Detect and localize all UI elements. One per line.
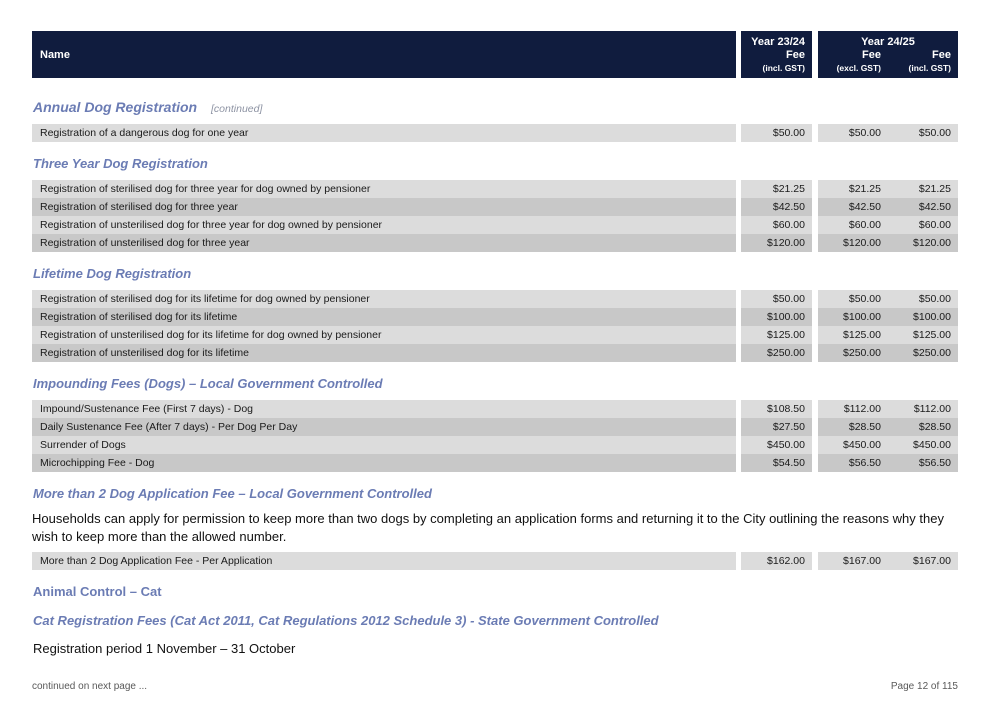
fee-section (32, 376, 958, 472)
fee-row (32, 552, 958, 570)
fee-value: $125.00 (843, 329, 881, 341)
fee-row-name: More than 2 Dog Application Fee - Per Application (32, 552, 736, 570)
column-header-year-2324 (741, 31, 812, 78)
fee-section (32, 266, 958, 362)
fee-row (32, 454, 958, 472)
fee-incl-label: Fee (932, 48, 951, 61)
fee-value: $100.00 (843, 311, 881, 323)
fee-row (32, 418, 958, 436)
section-heading-text: More than 2 Dog Application Fee – Local Government Controlled (33, 486, 432, 501)
fee-value: $450.00 (913, 439, 951, 451)
fee-row-name: Surrender of Dogs (32, 436, 736, 454)
fee-row (32, 344, 958, 362)
fee-excl-label: Fee (862, 48, 881, 61)
section-heading (33, 376, 958, 391)
fee-row-name: Registration of sterilised dog for three year for dog owned by pensioner (32, 180, 736, 198)
section-heading (33, 486, 958, 501)
fee-pair (818, 400, 958, 418)
fee-row (32, 400, 958, 418)
section-heading-text: Three Year Dog Registration (33, 156, 208, 171)
fee-row-name: Registration of unsterilised dog for its lifetime for dog owned by pensioner (32, 326, 736, 344)
fee-table (32, 124, 958, 142)
fee-row (32, 180, 958, 198)
fee-row-name: Registration of sterilised dog for its lifetime (32, 308, 736, 326)
page-footer (32, 681, 958, 692)
year-2425-gst-headers (818, 62, 958, 74)
column-header-name: Name (32, 31, 736, 78)
fee-table (32, 552, 958, 570)
fee-table-header (32, 31, 958, 78)
fee-row (32, 216, 958, 234)
fee-pair (818, 180, 958, 198)
fee-value: $50.00 (741, 290, 812, 308)
fee-pair (818, 234, 958, 252)
section-heading (33, 156, 958, 171)
fee-row-name: Impound/Sustenance Fee (First 7 days) - Dog (32, 400, 736, 418)
fee-value: $120.00 (741, 234, 812, 252)
fee-value: $112.00 (913, 403, 951, 415)
fee-row-name: Registration of unsterilised dog for three year (32, 234, 736, 252)
fee-value: $167.00 (913, 555, 951, 567)
fee-value: $450.00 (741, 436, 812, 454)
fee-section (32, 613, 958, 656)
fee-pair (818, 308, 958, 326)
fee-section (32, 486, 958, 570)
fee-row-name: Registration of unsterilised dog for its lifetime (32, 344, 736, 362)
fee-row (32, 436, 958, 454)
fee-value: $56.50 (918, 457, 951, 469)
fee-value: $162.00 (741, 552, 812, 570)
section-heading-text: Animal Control – Cat (33, 584, 162, 599)
fee-section (32, 99, 958, 142)
fee-pair (818, 344, 958, 362)
section-heading (33, 99, 958, 115)
fee-pair (818, 216, 958, 234)
fee-row-name: Registration of a dangerous dog for one year (32, 124, 736, 142)
fee-row-name: Registration of sterilised dog for three year (32, 198, 736, 216)
incl-gst-label: (incl. GST) (762, 62, 805, 73)
fee-table (32, 400, 958, 472)
page-number: Page 12 of 115 (890, 681, 958, 692)
fee-value: $167.00 (843, 555, 881, 567)
excl-gst-label: (excl. GST) (836, 62, 881, 73)
fee-pair (818, 290, 958, 308)
section-heading-suffix: [continued] (211, 103, 263, 115)
fee-section (32, 584, 958, 599)
fee-pair (818, 326, 958, 344)
fee-pair (818, 454, 958, 472)
section-heading-text: Lifetime Dog Registration (33, 266, 192, 281)
fee-row-name: Daily Sustenance Fee (After 7 days) - Per Dog Per Day (32, 418, 736, 436)
fee-value: $60.00 (848, 219, 881, 231)
fee-value: $60.00 (741, 216, 812, 234)
section-note: Registration period 1 November – 31 October (33, 641, 296, 656)
fee-pair (818, 436, 958, 454)
year-2425-sub-headers (818, 49, 958, 62)
section-heading-text: Cat Registration Fees (Cat Act 2011, Cat Regulations 2012 Schedule 3) - State Government Controlled (33, 613, 659, 628)
fee-row-name: Registration of unsterilised dog for three year for dog owned by pensioner (32, 216, 736, 234)
fee-label: Fee (786, 48, 805, 61)
year-2324-label: Year 23/24 (751, 35, 805, 48)
sections-container (32, 99, 958, 656)
fee-value: $250.00 (913, 347, 951, 359)
fee-pair (818, 418, 958, 436)
fee-value: $21.25 (741, 180, 812, 198)
fee-value: $56.50 (848, 457, 881, 469)
fee-value: $125.00 (913, 329, 951, 341)
fee-section (32, 156, 958, 252)
fee-value: $54.50 (741, 454, 812, 472)
fee-value: $120.00 (843, 237, 881, 249)
fee-value: $50.00 (848, 293, 881, 305)
fee-row (32, 290, 958, 308)
continued-note: continued on next page ... (32, 681, 148, 692)
fee-value: $250.00 (741, 344, 812, 362)
fee-value: $60.00 (918, 219, 951, 231)
section-heading-text: Impounding Fees (Dogs) – Local Government Controlled (33, 376, 383, 391)
section-heading (33, 584, 958, 599)
page-content (32, 31, 958, 656)
fee-value: $108.50 (741, 400, 812, 418)
fee-value: $27.50 (741, 418, 812, 436)
fee-value: $21.25 (848, 183, 881, 195)
fee-row (32, 326, 958, 344)
fee-value: $42.50 (741, 198, 812, 216)
fee-value: $28.50 (918, 421, 951, 433)
fee-row (32, 124, 958, 142)
fee-value: $50.00 (848, 127, 881, 139)
fee-value: $125.00 (741, 326, 812, 344)
fee-value: $50.00 (918, 127, 951, 139)
section-paragraph: Households can apply for permission to keep more than two dogs by completing an application forms and returning it to the City outlining the reasons why they wish to keep more than the allowed number. (32, 511, 944, 544)
year-2425-label: Year 24/25 (861, 35, 915, 48)
fee-row (32, 198, 958, 216)
section-heading-text: Annual Dog Registration (33, 99, 198, 115)
incl-gst-label: (incl. GST) (908, 62, 951, 73)
fee-value: $450.00 (843, 439, 881, 451)
fee-row (32, 308, 958, 326)
fee-value: $28.50 (848, 421, 881, 433)
fee-pair (818, 124, 958, 142)
fee-value: $42.50 (848, 201, 881, 213)
section-heading (33, 613, 958, 628)
fee-value: $250.00 (843, 347, 881, 359)
fee-value: $100.00 (741, 308, 812, 326)
fee-value: $120.00 (913, 237, 951, 249)
fee-pair (818, 552, 958, 570)
fee-row-name: Microchipping Fee - Dog (32, 454, 736, 472)
column-header-year-2425 (818, 31, 958, 78)
fee-value: $21.25 (918, 183, 951, 195)
fee-value: $42.50 (918, 201, 951, 213)
fee-pair (818, 198, 958, 216)
fee-row (32, 234, 958, 252)
fee-value: $50.00 (918, 293, 951, 305)
fee-row-name: Registration of sterilised dog for its lifetime for dog owned by pensioner (32, 290, 736, 308)
fee-table (32, 290, 958, 362)
fee-value: $50.00 (741, 124, 812, 142)
fee-table (32, 180, 958, 252)
fee-value: $112.00 (843, 403, 881, 415)
section-heading (33, 266, 958, 281)
fee-value: $100.00 (913, 311, 951, 323)
